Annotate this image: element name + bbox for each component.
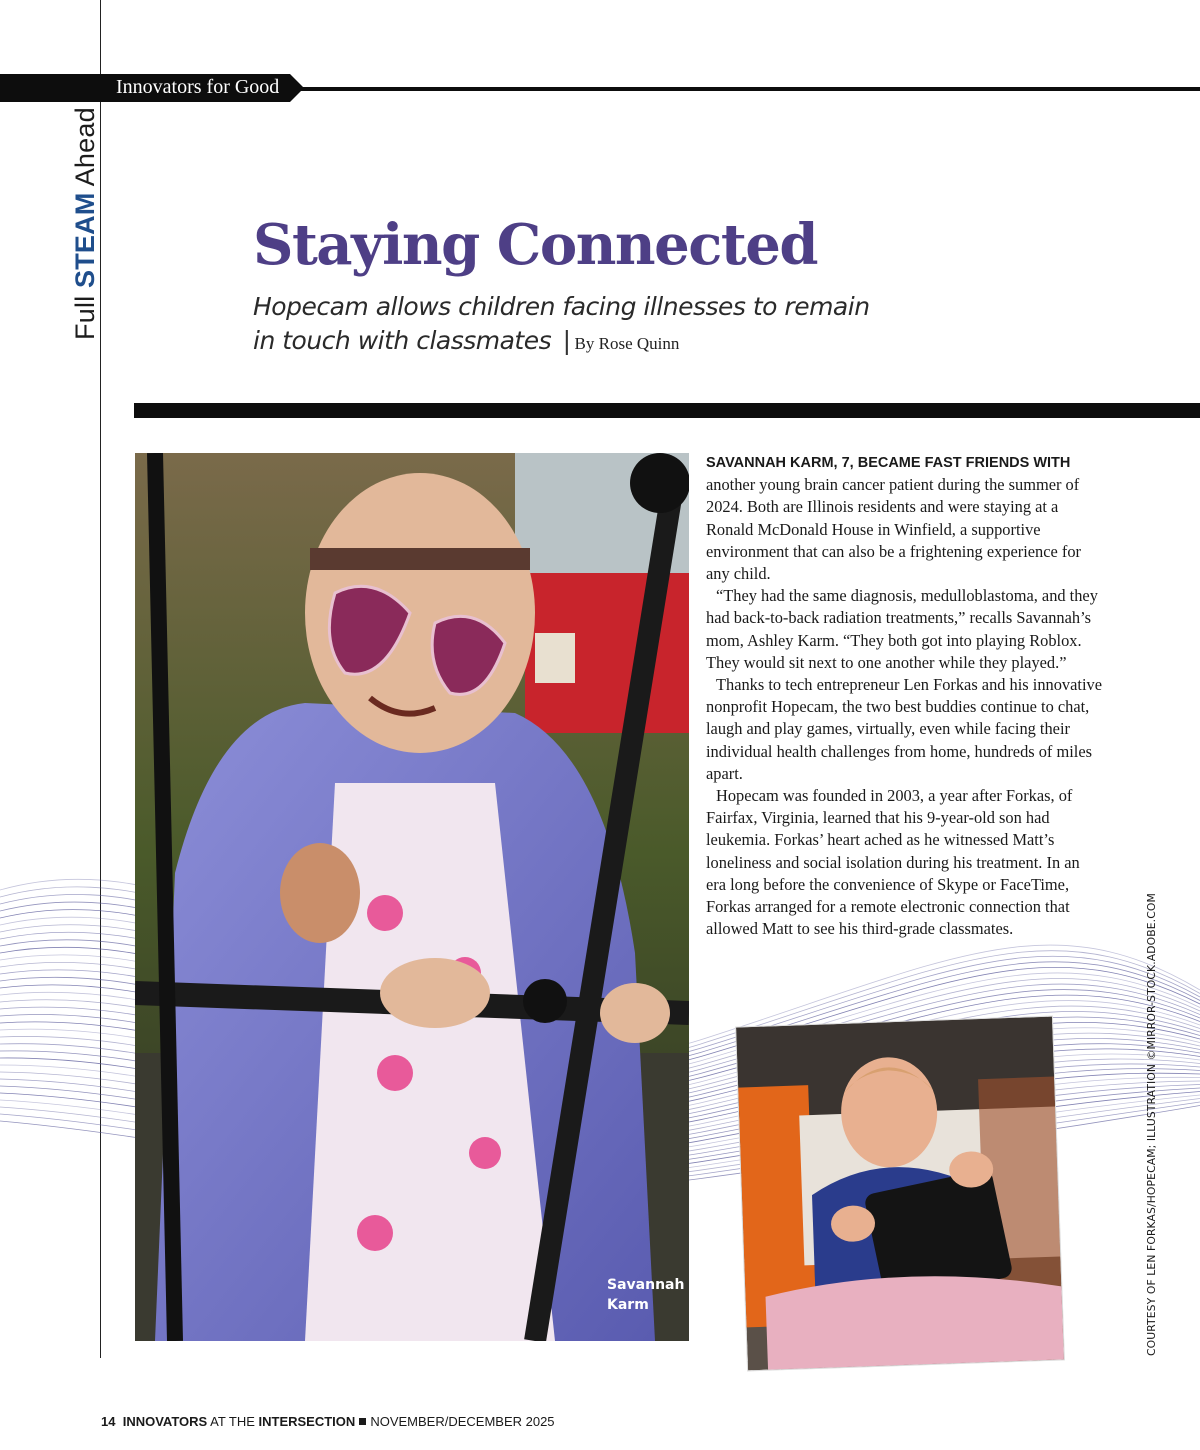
side-tag-suffix: Ahead — [70, 107, 100, 193]
article-paragraph: “They had the same diagnosis, medulloblastoma, and they had back-to-back radiation treatments,” recalls Savannah’s mom, Ashley Karm. “They both got into playing Roblox. They would sit next to one another while they played.” — [706, 586, 1098, 672]
article-paragraph: Hopecam was founded in 2003, a year after Forkas, of Fairfax, Virginia, learned that his 9-year-old son had leukemia. Forkas’ heart ached as he witnessed Matt’s loneliness and social isolation during his treatment. In an era long before the convenience of Skype or FaceTime, Forkas arranged for a remote electronic connection that allowed Matt to see his third-grade classmates. — [706, 786, 1080, 939]
side-tag-strong: STEAM — [70, 192, 100, 288]
section-banner-rule — [300, 87, 1200, 91]
magazine-name-part3: INTERSECTION — [258, 1414, 356, 1429]
page-number: 14 — [101, 1414, 116, 1429]
photo-credit: COURTESY OF LEN FORKAS/HOPECAM; ILLUSTRATION ©MIRROR-STOCK.ADOBE.COM — [1145, 893, 1158, 1356]
photo-savannah-illustration — [135, 453, 689, 1341]
dek-text: Hopecam allows children facing illnesses to remain in touch with classmates — [253, 292, 870, 355]
article-paragraph — [706, 451, 1102, 585]
page-footer — [101, 1414, 555, 1429]
article-body — [706, 451, 1102, 940]
byline-separator: | — [562, 326, 571, 355]
side-section-tag — [70, 107, 101, 340]
photo-caption-savannah: Savannah Karm — [607, 1277, 685, 1313]
issue-date: NOVEMBER/DECEMBER 2025 — [370, 1414, 555, 1429]
article-headline: Staying Connected — [253, 212, 818, 278]
footer-square-icon — [359, 1418, 366, 1425]
magazine-name-part2: AT THE — [207, 1414, 259, 1429]
section-banner-label: Innovators for Good — [116, 76, 280, 98]
side-tag-prefix: Full — [70, 287, 100, 340]
photo-savannah-karm — [135, 453, 689, 1341]
magazine-name-part1: INNOVATORS — [122, 1414, 208, 1429]
paragraph-text: another young brain cancer patient during the summer of 2024. Both are Illinois residents and were staying at a Ronald McDonald House in Winfield, a supportive environment that can also be a frightening experience for any child. — [706, 475, 1082, 584]
photo-child-with-tablet — [736, 1017, 1064, 1371]
article-divider — [134, 403, 1200, 418]
lead-in: SAVANNAH KARM, 7, BECAME FAST FRIENDS WITH — [706, 455, 1071, 471]
article-paragraph: Thanks to tech entrepreneur Len Forkas and his innovative nonprofit Hopecam, the two best buddies continue to chat, laugh and play games, virtually, even while facing their individual health challenges from home, hundreds of miles apart. — [706, 675, 1102, 783]
article-dek — [253, 290, 873, 361]
byline: By Rose Quinn — [574, 334, 680, 353]
photo-child-tablet-illustration — [736, 1017, 1064, 1371]
